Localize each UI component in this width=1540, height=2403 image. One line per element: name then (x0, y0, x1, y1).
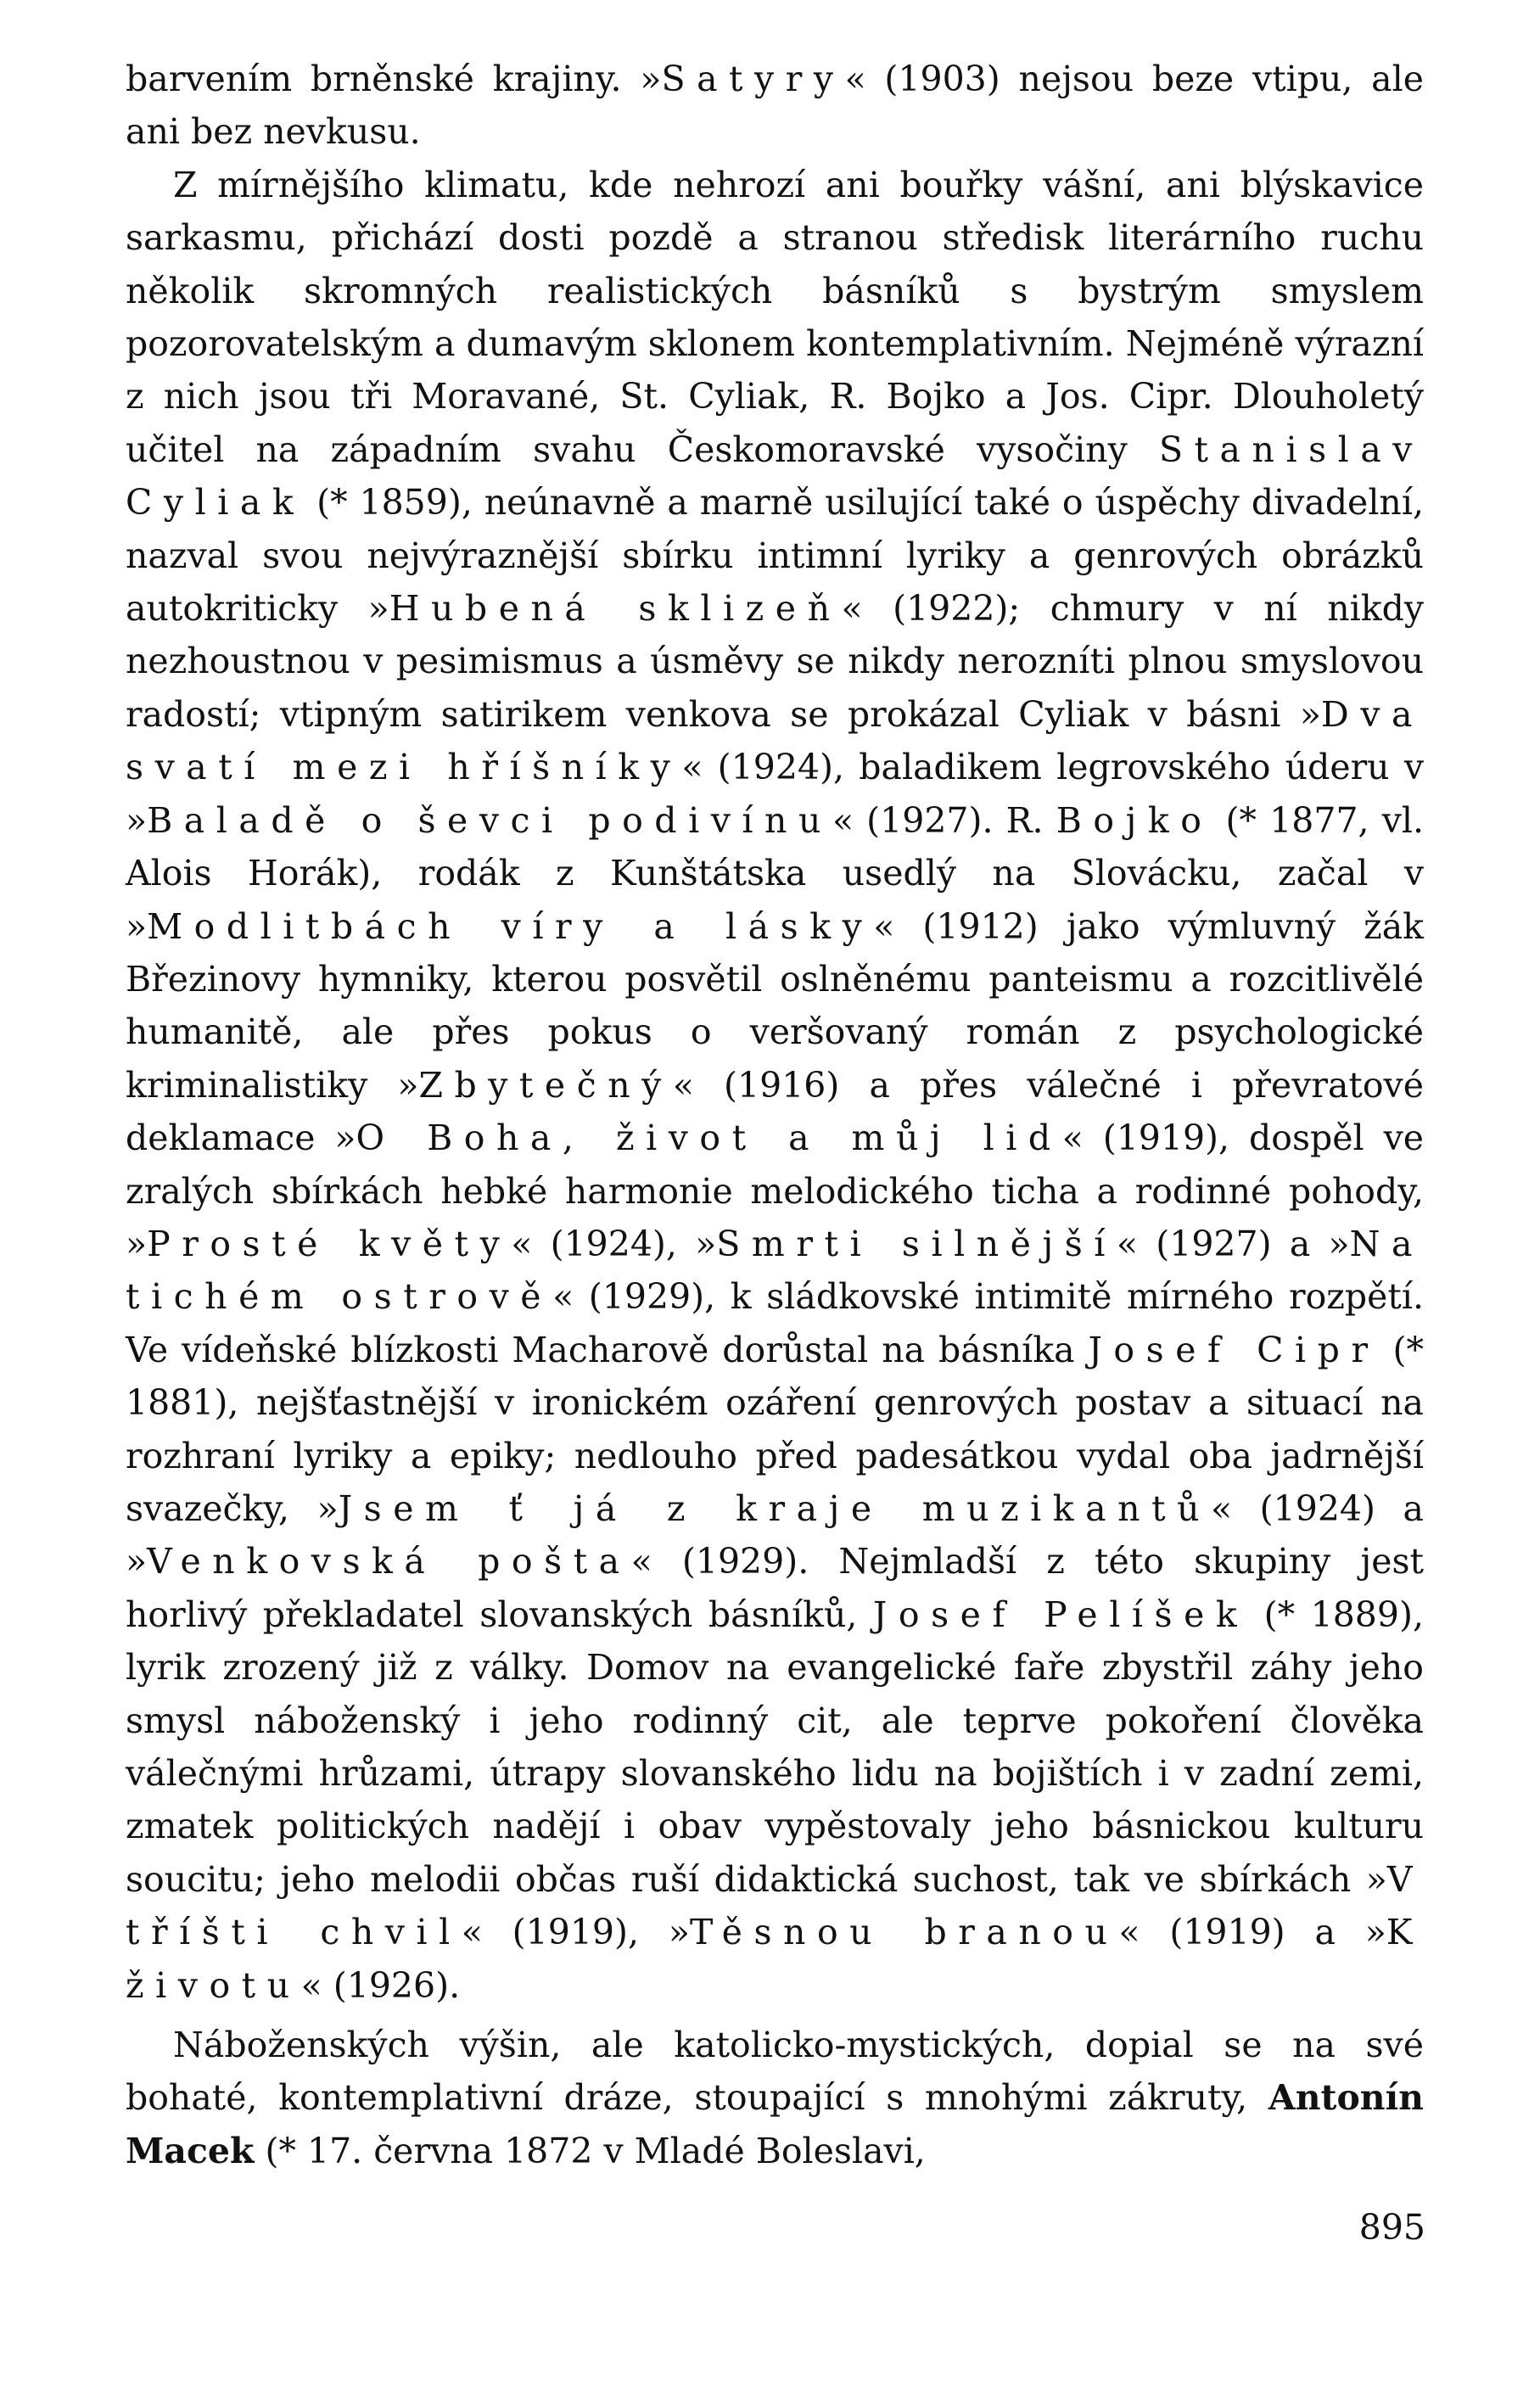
body-text: « (1903) nejsou beze vtipu, ale ani bez nevkusu. (126, 59, 1424, 153)
paragraph-1 (126, 53, 1424, 159)
spaced-title-text: Baladě o ševci podivínu (147, 799, 832, 841)
spaced-title-text: Modlitbách víry a lásky (147, 905, 874, 947)
spaced-title-text: Těsnou branou (689, 1912, 1119, 1953)
body-text: (* 1881), nejšťastnější v ironickém ozáření genrových postav a situací na rozhraní lyriky a epiky; nedlouho před padesátkou vydal oba jadrnější svazečky, » (126, 1329, 1425, 1529)
body-text: « (1919), dospěl ve zralých sbírkách hebké harmonie melodického ticha a rodinné pohody, » (126, 1117, 1424, 1264)
body-text: (* 1877, vl. Alois Horák), rodák z Kunštátska usedlý na Slovácku, začal v » (126, 799, 1425, 947)
body-text: (* 1889), lyrik zrozený již z války. Domov na evangelické faře zbystřil záhy jeho smysl náboženský i jeho rodinný cit, ale teprve pokoření člověka válečnými hrůzami, útrapy slovanského lidu na bojištích i v zadní zemi, zmatek politických nadějí i obav vypěstovaly jeho básnickou kulturu soucitu; jeho melodii občas ruší didaktická suchost, tak ve sbírkách » (126, 1594, 1425, 1900)
spaced-title-text: Smrti silnější (716, 1223, 1117, 1264)
spaced-title-text: Venkovská pošta (147, 1541, 631, 1582)
body-text: Z mírnějšího klimatu, kde nehrozí ani bouřky vášní, ani blýskavice sarkasmu, přichází dosti pozdě a stranou středisk literárního ruchu několik skromných realistických básníků s bystrým smyslem pozorovatelským a dumavým sklonem kontemplativním. Nejméně výrazní z nich jsou tři Moravané, St. Cyliak, R. Bojko a Jos. Cipr. Dlouholetý učitel na západním svahu Českomoravské vysočiny (126, 164, 1424, 470)
body-text: « (1929), k sládkovské intimitě mírného rozpětí. Ve vídeňské blízkosti Macharově dorůstal na básníka (126, 1276, 1424, 1370)
spaced-title-text: Satyry (661, 59, 845, 99)
spaced-title-text: Na tichém ostrově (126, 1223, 1424, 1318)
body-text: « (1912) jako výmluvný žák Březinovy hymniky, kterou posvětil oslněnému panteismu a rozcitlivělé humanitě, ale přes pokus o veršovaný román z psychologické kriminalistiky » (126, 905, 1425, 1106)
spaced-title-text: Stanislav Cyliak (126, 429, 1424, 524)
spaced-title-text: Jsem ť já z kraje muzikantů (338, 1487, 1212, 1529)
spaced-title-text: O Boha, život a můj lid (356, 1117, 1062, 1159)
body-text: « (1919) a » (1118, 1912, 1386, 1953)
body-text: barvením brněnské krajiny. » (126, 59, 662, 99)
spaced-title-text: K životu (126, 1912, 1425, 2006)
bold-name-text: Antonín Macek (126, 2077, 1424, 2171)
body-text: « (1929). Nejmladší z této skupiny jest horlivý překladatel slovanských básníků, (126, 1541, 1424, 1635)
spaced-title-text: Bojko (1056, 799, 1213, 841)
paragraph-3 (126, 2019, 1424, 2177)
body-text: « (1924) a » (126, 1487, 1425, 1582)
spaced-title-text: Dva svatí mezi hříšníky (126, 693, 1424, 788)
body-text: « (1927). R. (832, 799, 1056, 841)
body-text: « (1922); chmury v ní nikdy nezhoustnou v pesimismus a úsměvy se nikdy nerozníti plnou smyslovou radostí; vtipným satirikem venkova se prokázal Cyliak v básni » (126, 588, 1425, 735)
body-text: « (1927) a » (1116, 1223, 1350, 1264)
page-text (126, 53, 1424, 2177)
page-number: 895 (1358, 2207, 1425, 2248)
body-text: « (1924), baladikem legrovského úderu v » (126, 747, 1424, 841)
body-text: Náboženských výšin, ale katolicko-mystických, dopial se na své bohaté, kontemplativní dráze, stoupající s mnohými zákruty, (126, 2025, 1424, 2119)
spaced-title-text: Prosté květy (147, 1223, 512, 1264)
body-text: « (1919), » (461, 1912, 690, 1953)
paragraph-2 (126, 159, 1424, 2012)
spaced-title-text: V tříšti chvil (126, 1858, 1424, 1953)
spaced-title-text: Josef Pelíšek (872, 1594, 1249, 1635)
spaced-title-text: Josef Cipr (1088, 1329, 1380, 1370)
body-text: « (1924), » (511, 1223, 717, 1264)
body-text: « (1926). (300, 1964, 461, 2006)
body-text: « (1916) a přes válečné i převratové deklamace » (126, 1064, 1424, 1159)
spaced-title-text: Zbytečný (418, 1064, 673, 1106)
spaced-title-text: Hubená sklizeň (389, 588, 842, 630)
body-text: (* 17. června 1872 v Mladé Boleslavi, (254, 2130, 926, 2171)
body-text: (* 1859), neúnavně a marně usilující také o úspěchy divadelní, nazval svou nejvýraznější sbírku intimní lyriky a genrových obrázků autokriticky » (126, 482, 1424, 630)
